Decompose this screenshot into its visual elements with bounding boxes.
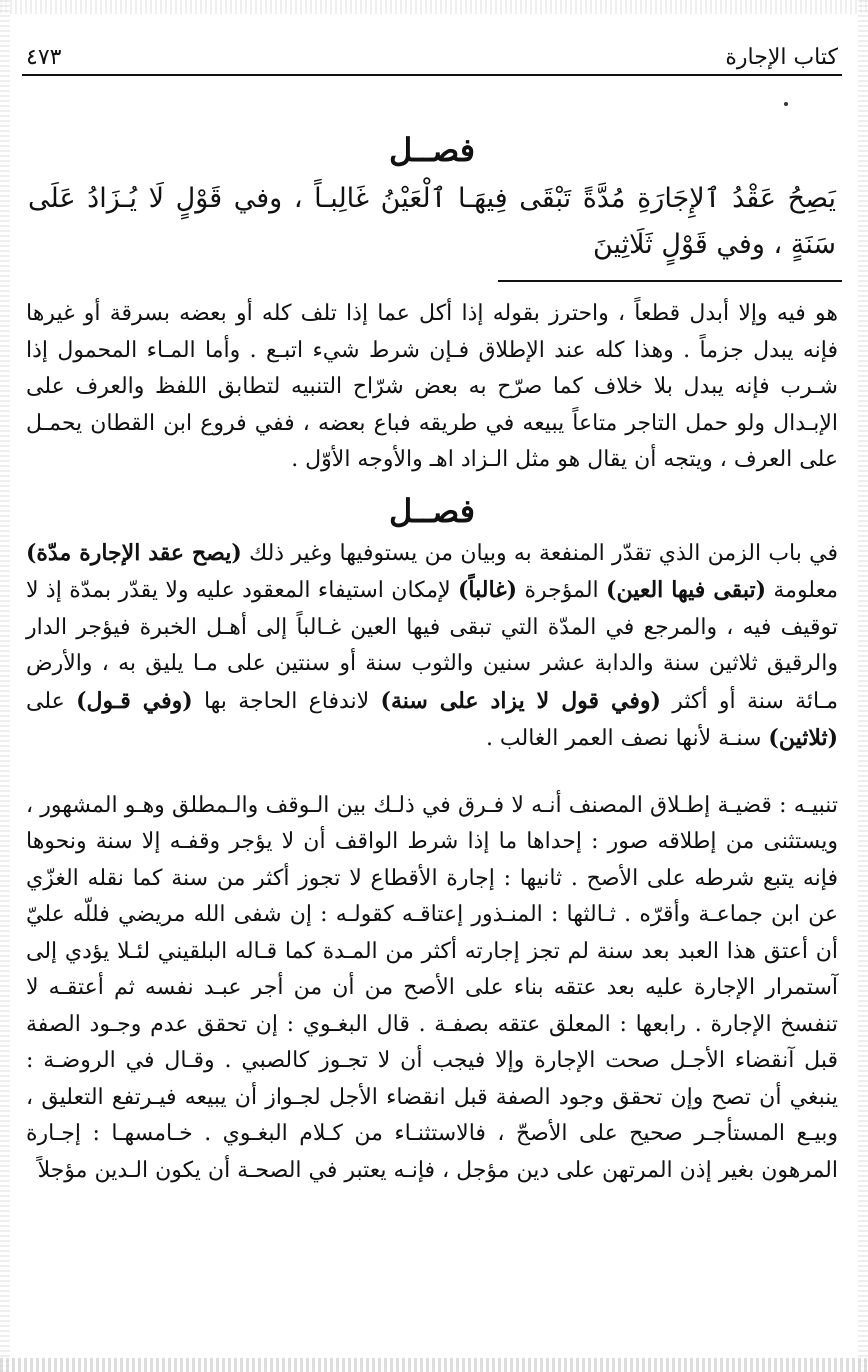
matn-divider bbox=[498, 280, 842, 282]
commentary-paragraph-1: هو فيه وإلا أبدل قطعاً ، واحترز بقوله إذا أكل عما إذا تلف كله أو بعضه بسرقة أو غيرها فإنه يبدل جزماً . وهذا كله عند الإطلاق فـإن شرط شيء اتبـع . وأما المـاء المحمول إذا شـرب فإنه يبدل بلا خلاف كما صرّح به بعض شرّاح التنبيه لتطابق اللفظ والعرف على الإبـدال ولو حمل التاجر متاعاً يبيعه في طريقه فباع بعضه ، ففي فروع ابن القطان يحمـل على العرف ، ويتجه أن يقال هو مثل الـزاد اهـ والأوجه الأوّل . bbox=[26, 301, 838, 472]
commentary-segment: في باب الزمن الذي تقدّر المنفعة به وبيان من يستوفيها وغير ذلك bbox=[241, 540, 838, 566]
matn-quote: (غالباً) bbox=[458, 577, 518, 603]
commentary-segment: لاندفاع الحاجة بها bbox=[192, 688, 381, 714]
commentary-segment: على bbox=[26, 688, 77, 714]
book-page bbox=[22, 30, 842, 1350]
book-title: كتاب الإجارة bbox=[725, 45, 838, 70]
commentary-segment: معلومة bbox=[765, 578, 838, 603]
scan-edge-top bbox=[0, 0, 868, 14]
matn-quote: (وفي قول لا يزاد على سنة) bbox=[380, 687, 661, 714]
section-heading-2: فصــل bbox=[388, 491, 476, 530]
scan-edge-bottom bbox=[0, 1358, 868, 1372]
matn-text: يَصِحُ عَقْدُ ٱلإِجَارَةِ مُدَّةً تَبْقَى فِيهَـا ٱلْعَيْنُ غَالِبـاً ، وفي قَوْلٍ لَا يُـزَادُ عَلَى سَنَةٍ ، وفي قَوْلٍ ثَلَاثِينَ bbox=[28, 183, 836, 260]
matn-quote: (وفي قـول) bbox=[76, 687, 193, 714]
commentary-segment: سنـة لأنها نصف العمر الغالب . bbox=[485, 726, 769, 751]
matn-quote: (يصح عقد الإجارة مدّة) bbox=[26, 539, 242, 566]
matn-quote: (ثلاثين) bbox=[768, 725, 838, 751]
commentary-paragraph-3: تنبيـه : قضيـة إطـلاق المصنف أنـه لا فـرق في ذلـك بين الـوقف والـمطلق وهـو المشهور ، ويستثنى من إطلاقه صور : إحداها ما إذا شرط الواقف أن لا يؤجر وقفـه إلا سنة ونحوها فإنه يتبع شرطه على الأصح . ثانيها : إجارة الأقطاع لا تجوز أكثر من سنة كما نقله الغزّي عن ابن جماعـة وأقرّه . ثـالثها : المنـذور إعتاقـه كقولـه : إن شفى الله مريضي فللّه عليّ أن أعتق هذا العبد بعد سنة لم تجز إجارته أكثر من المـدة كما قـاله البلقيني لئـلا يؤدي إلى آستمرار الإجارة عليه بعد عتقه بناء على الأصح من أن من أجر عبـد نفسه ثم أعتقـه لا تنفسخ الإجارة . رابعها : المعلق عتقه بصفـة . قال البغـوي : إن تحقق عدم وجـود الصفة قبل آنقضاء الأجـل صحت الإجارة وإلا فيجب أن لا تجـوز كالصبي . وقـال في الروضـة : ينبغي أن تصح وإن تحقق وجود الصفة قبل انقضاء الأجل لجـواز أن يبيعه فيـرتفع التعليق ، وبيـع المستأجـر صحيح على الأصحّ ، فالاستثنـاء من كـلام البغـوي . خـامسهـا : إجـارة المرهون بغير إذن المرتهن على دين مؤجل ، فإنـه يعتبر في الصحـة أن يكون الـدين مؤجلاً bbox=[26, 792, 838, 1183]
commentary-segment: المؤجرة bbox=[517, 578, 607, 603]
matn-quote: (تبقى فيها العين) bbox=[606, 577, 766, 603]
section-heading-1: فصــل bbox=[388, 131, 476, 169]
commentary-paragraph-2 bbox=[26, 535, 838, 758]
scan-edge-left bbox=[0, 0, 10, 1372]
page-number: ٤٧٣ bbox=[26, 45, 62, 70]
running-header bbox=[22, 30, 842, 76]
commentary-segment: لإمكان استيفاء المعقود عليه ولا يقدّر بمدّة إذ لا توقيف فيه ، والمرجع في المدّة التي تبقى فيها العين غـالباً إلى أهـل الخبرة فيؤجر الدار والرقيق ثلاثين سنة والدابة عشر سنين والثوب سنة أو سنتين على مـا يليق به ، والأرض مـائة سنة أو أكثر bbox=[26, 578, 838, 714]
scan-edge-right bbox=[858, 0, 868, 1372]
